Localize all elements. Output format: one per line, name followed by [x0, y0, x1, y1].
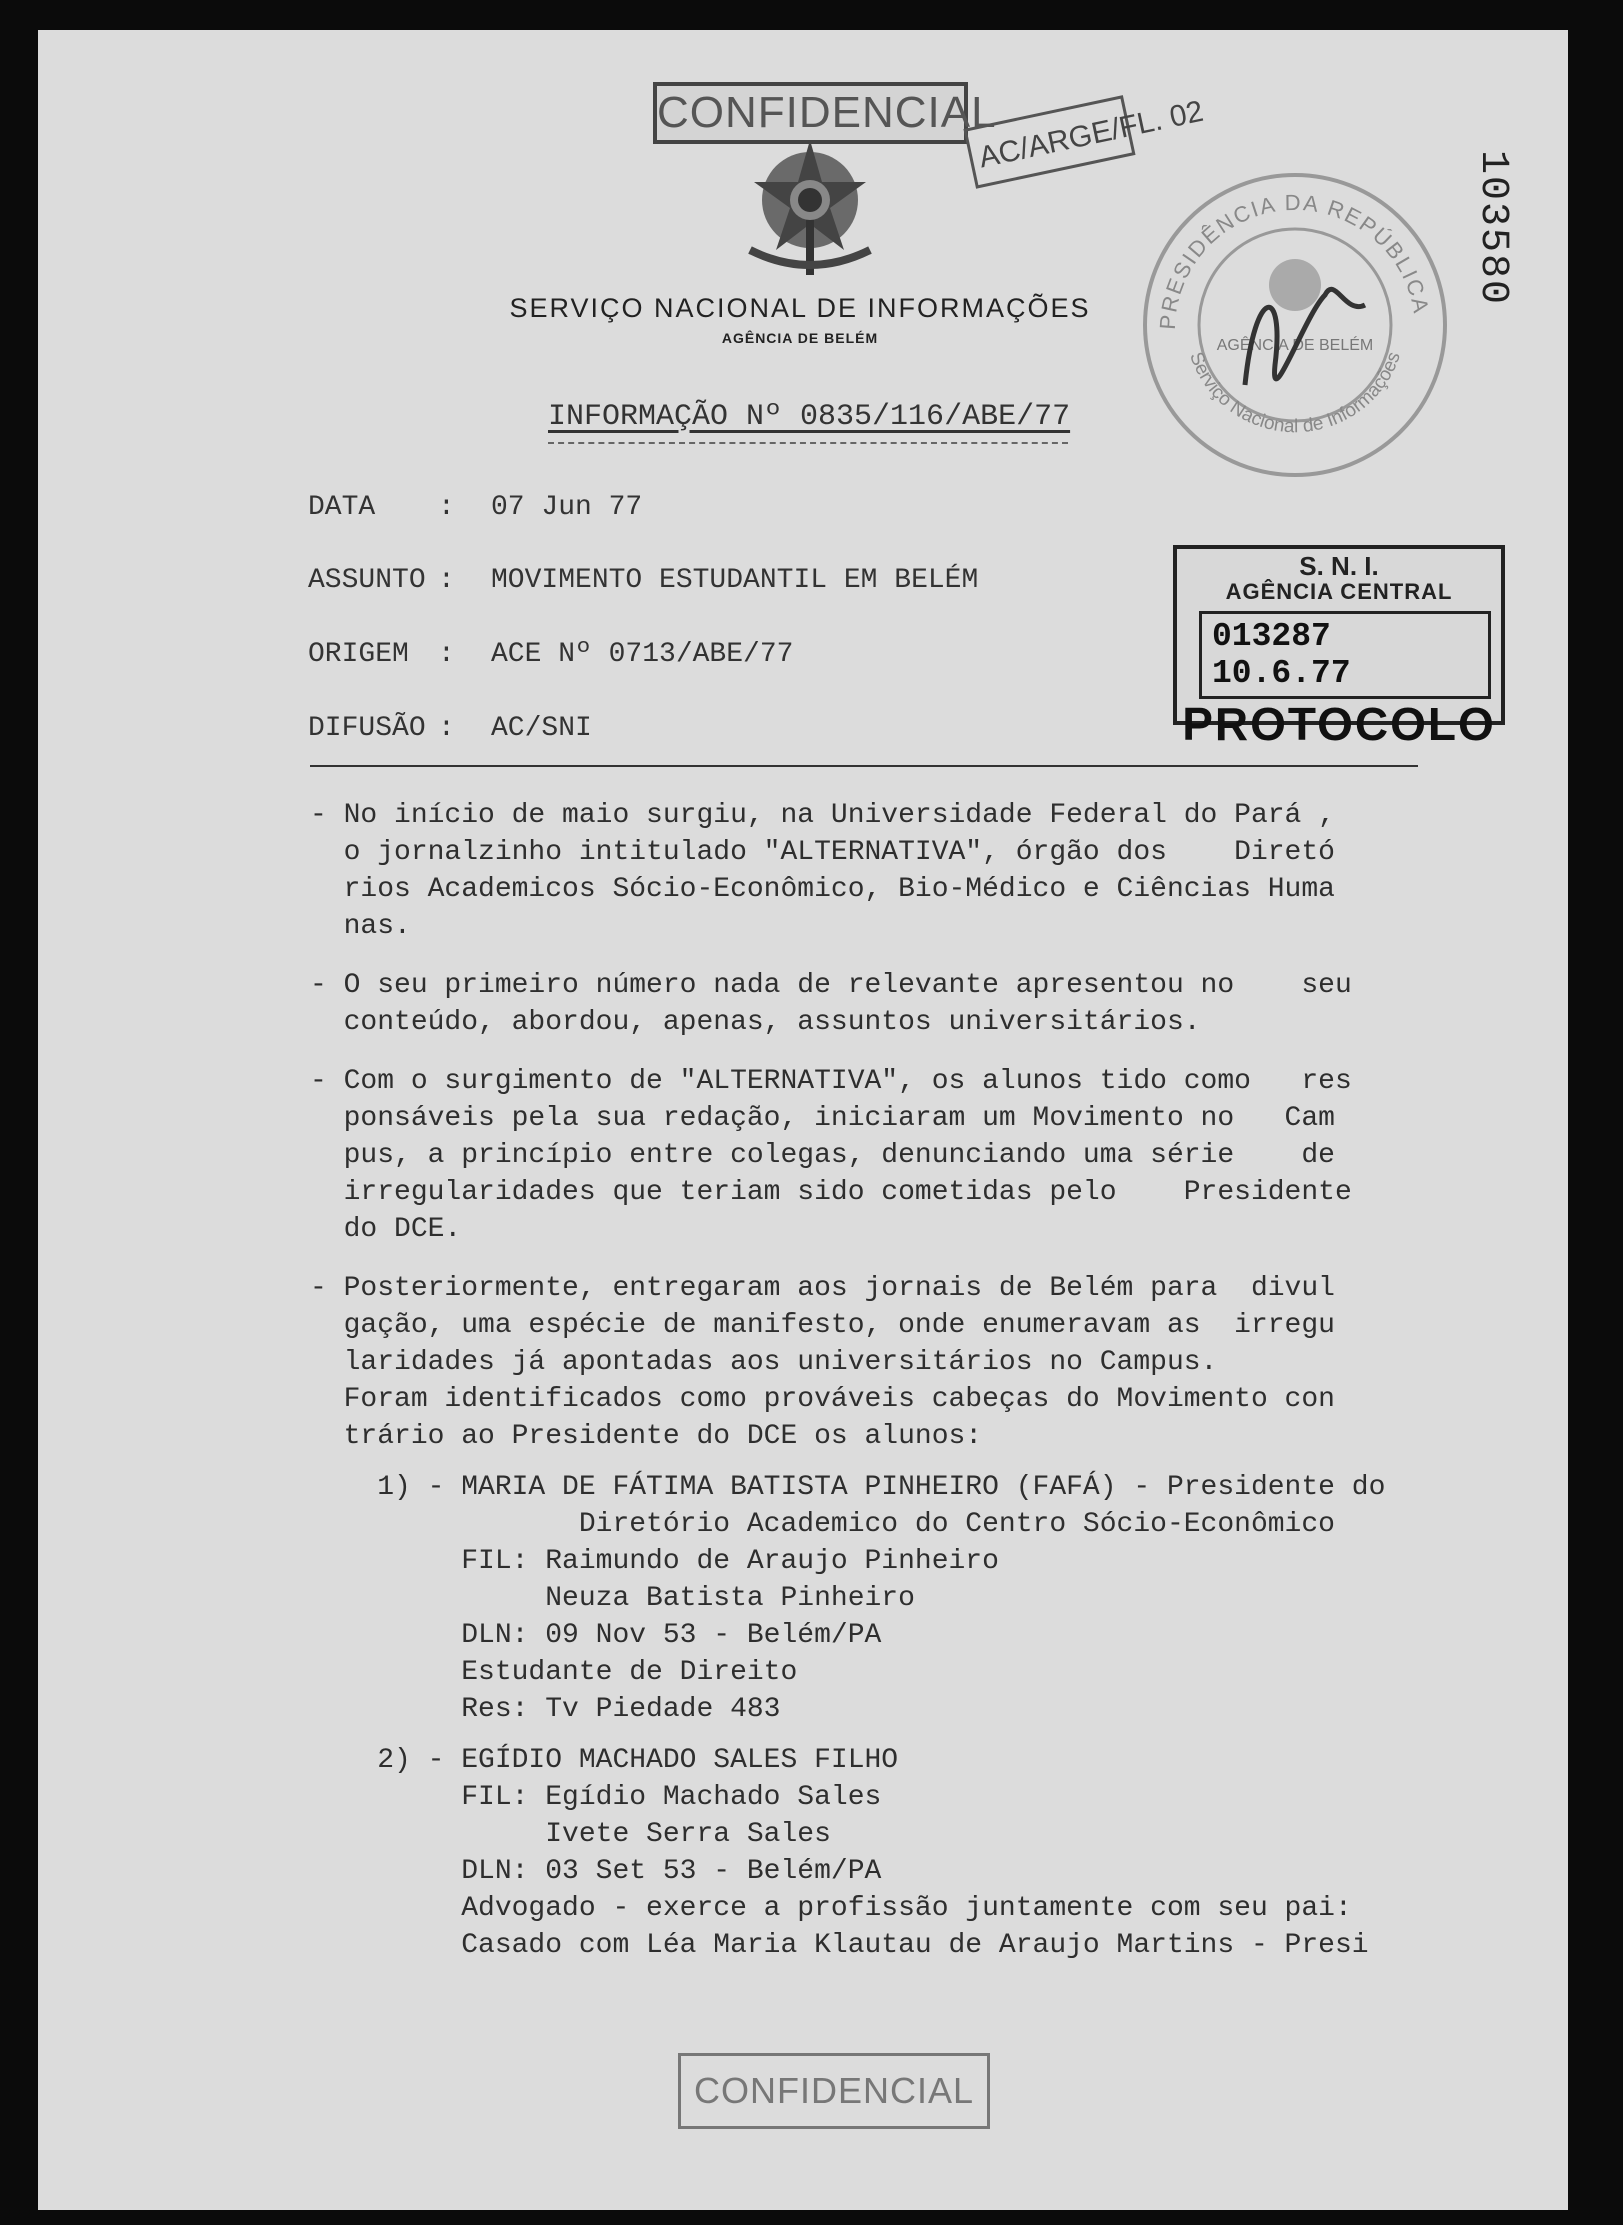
- body-line: - Com o surgimento de "ALTERNATIVA", os alunos tido como res: [310, 1066, 1352, 1097]
- body-line: FIL: Egídio Machado Sales: [310, 1782, 882, 1813]
- body-line: o jornalzinho intitulado "ALTERNATIVA", órgão dos Diretó: [310, 837, 1335, 868]
- field-subject: ASSUNTO : MOVIMENTO ESTUDANTIL EM BELÉM: [308, 565, 979, 596]
- body-line: Ivete Serra Sales: [310, 1819, 831, 1850]
- body-line: - No início de maio surgiu, na Universidade Federal do Pará ,: [310, 800, 1335, 831]
- field-date: DATA : 07 Jun 77: [308, 492, 643, 523]
- body-line: - Posteriormente, entregaram aos jornais de Belém para divul: [310, 1273, 1335, 1304]
- body-line: ponsáveis pela sua redação, iniciaram um Movimento no Cam: [310, 1103, 1335, 1134]
- title-underline: [548, 442, 1068, 444]
- body-line: irregularidades que teriam sido cometidas pelo Presidente: [310, 1177, 1352, 1208]
- body-line: pus, a princípio entre colegas, denunciando uma série de: [310, 1140, 1335, 1171]
- body-line: - O seu primeiro número nada de relevante apresentou no seu: [310, 970, 1352, 1001]
- body-line: laridades já apontadas aos universitários no Campus.: [310, 1347, 1218, 1378]
- body-line: DLN: 03 Set 53 - Belém/PA: [310, 1856, 882, 1887]
- field-distribution: DIFUSÃO : AC/SNI: [308, 713, 592, 744]
- body-line: Foram identificados como prováveis cabeças do Movimento con: [310, 1384, 1335, 1415]
- body-line: trário ao Presidente do DCE os alunos:: [310, 1421, 983, 1452]
- classification-stamp-bottom: CONFIDENCIAL: [678, 2053, 990, 2129]
- presidency-seal: [1135, 165, 1455, 485]
- side-document-number: 103580: [1470, 150, 1515, 307]
- agency-name: SERVIÇO NACIONAL DE INFORMAÇÕES: [509, 293, 1091, 323]
- protocol-stamp-subtitle: AGÊNCIA CENTRAL: [1225, 579, 1453, 604]
- body-line: do DCE.: [310, 1214, 462, 1245]
- information-number: INFORMAÇÃO Nº 0835/116/ABE/77: [548, 400, 1071, 434]
- body-line: 1) - MARIA DE FÁTIMA BATISTA PINHEIRO (FAFÁ) - Presidente do: [310, 1472, 1386, 1503]
- body-line: nas.: [310, 911, 411, 942]
- body-line: Res: Tv Piedade 483: [310, 1694, 781, 1725]
- svg-text:Serviço Nacional de Informaçõe: Serviço Nacional de Informações: [1185, 349, 1405, 438]
- svg-text:AC/ARGE/FL. 02: AC/ARGE/FL. 02: [975, 94, 1207, 175]
- body-line: Estudante de Direito: [310, 1657, 798, 1688]
- svg-text:PRESIDÊNCIA DA REPÚBLICA: PRESIDÊNCIA DA REPÚBLICA: [1154, 189, 1435, 331]
- agency-heading: [500, 293, 1100, 346]
- body-line: DLN: 09 Nov 53 - Belém/PA: [310, 1620, 882, 1651]
- body-line: FIL: Raimundo de Araujo Pinheiro: [310, 1546, 999, 1577]
- protocol-label: PROTOCOLO: [1182, 698, 1496, 750]
- body-line: Diretório Academico do Centro Sócio-Econômico: [310, 1509, 1335, 1540]
- field-origin: ORIGEM : ACE Nº 0713/ABE/77: [308, 639, 794, 670]
- protocol-number: 013287 10.6.77: [1199, 611, 1491, 699]
- body-line: gação, uma espécie de manifesto, onde enumeravam as irregu: [310, 1310, 1335, 1341]
- agency-branch: AGÊNCIA DE BELÉM: [721, 330, 879, 346]
- body-line: Casado com Léa Maria Klautau de Araujo Martins - Presi: [310, 1930, 1369, 1961]
- svg-text:AGÊNCIA DE BELÉM: AGÊNCIA DE BELÉM: [1216, 337, 1374, 354]
- classification-stamp-top: CONFIDENCIAL: [653, 82, 968, 144]
- header-divider: [310, 765, 1418, 767]
- coat-of-arms-emblem: [730, 130, 890, 280]
- protocol-stamp-title: S. N. I.: [1299, 551, 1379, 581]
- body-line: Neuza Batista Pinheiro: [310, 1583, 915, 1614]
- protocol-stamp: [1173, 545, 1505, 750]
- body-line: 2) - EGÍDIO MACHADO SALES FILHO: [310, 1745, 899, 1776]
- body-line: rios Academicos Sócio-Econômico, Bio-Médico e Ciências Huma: [310, 874, 1335, 905]
- body-line: conteúdo, abordou, apenas, assuntos universitários.: [310, 1007, 1201, 1038]
- body-line: Advogado - exerce a profissão juntamente com seu pai:: [310, 1893, 1352, 1924]
